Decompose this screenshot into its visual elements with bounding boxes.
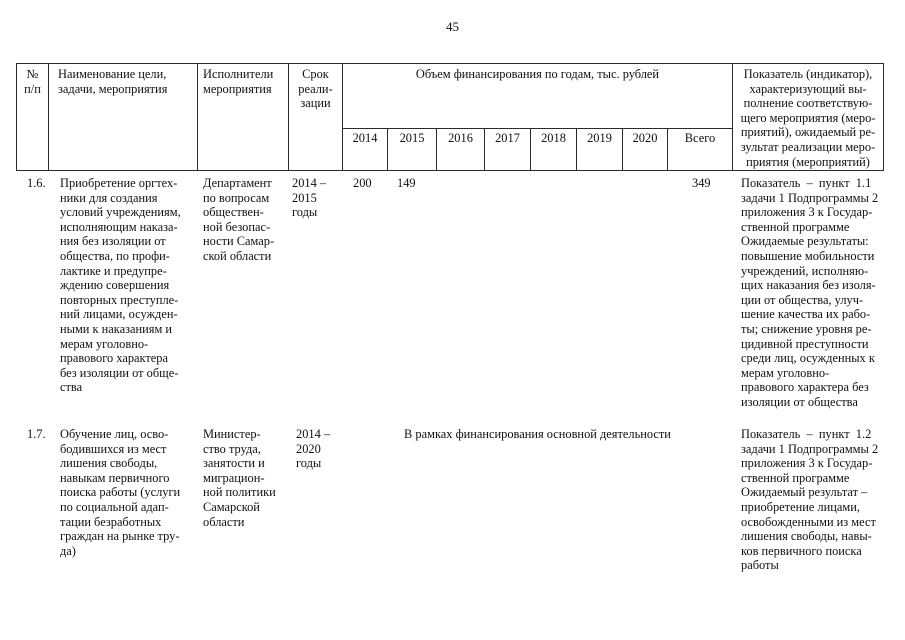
row-value-total: 349 <box>692 176 711 190</box>
page-number: 45 <box>446 19 459 34</box>
row-name: Приобретение оргтех- ники для создания условий учреждениям, исполняющим наказа- ния без изоляции от общества, по профи- лактике и предупре- ждению совершения повторных преступле- ний лицами, осужден- ными к наказаниям и мерам уголовно- правового характера без изоляции от обще- ства <box>60 176 181 395</box>
row-value-2014: 200 <box>353 176 372 190</box>
row-executors: Департамент по вопросам обществен- ной безопас- ности Самар- ской области <box>203 176 275 263</box>
row-term: 2014 – 2015 годы <box>292 176 327 220</box>
row-funding-note: В рамках финансирования основной деятельности <box>404 427 671 441</box>
row-name: Обучение лиц, осво- бодившихся из мест лишения свободы, навыкам первичного поиска работы (услуги по социальной адап- тации безработных граждан на рынке тру- да) <box>60 427 181 558</box>
header-year-2015: 2015 <box>399 131 425 145</box>
header-year-2016: 2016 <box>448 131 473 145</box>
header-executors: Исполнители мероприятия <box>203 67 274 96</box>
header-funding: Объем финансирования по годам, тыс. рублей <box>415 67 660 81</box>
header-total: Всего <box>684 131 716 145</box>
row-indicator: Показатель – пункт 1.1 задачи 1 Подпрограммы 2 приложения 3 к Государ- ственной программе Ожидаемые результаты: повышение мобильности учреждений, исполняю- щих наказания без изоля- ции от общества, улуч- шение качества их рабо- ты; снижение уровня ре- цидивной преступности среди лиц, осужденных к мерам уголовно- правового характера без изоляции от общества <box>741 176 879 409</box>
row-executors: Министер- ство труда, занятости и миграцион- ной политики Самарской области <box>203 427 276 529</box>
header-year-2014: 2014 <box>352 131 378 145</box>
row-term: 2014 – 2020 годы <box>296 427 331 471</box>
header-year-2017: 2017 <box>495 131 520 145</box>
header-indicator: Показатель (индикатор), характеризующий вы- полнение соответствую- щего мероприятия (меро- приятий), ожидаемый ре- зультат реализации меро- приятия (мероприятий) <box>740 67 876 169</box>
header-name: Наименование цели, задачи, мероприятия <box>58 67 168 96</box>
header-year-2018: 2018 <box>541 131 566 145</box>
row-indicator: Показатель – пункт 1.2 задачи 1 Подпрограммы 2 приложения 3 к Государ- ственной программе Ожидаемый результат – приобретение лицами, освобожденными из мест лишения свободы, навы- ков первичного поиска работы <box>741 427 879 573</box>
header-year-2019: 2019 <box>587 131 612 145</box>
row-num: 1.6. <box>27 176 46 190</box>
row-num: 1.7. <box>27 427 46 441</box>
header-num: № п/п <box>24 67 41 96</box>
header-year-2020: 2020 <box>632 131 658 145</box>
header-term: Срок реали- зации <box>298 67 333 111</box>
row-value-2015: 149 <box>397 176 416 190</box>
